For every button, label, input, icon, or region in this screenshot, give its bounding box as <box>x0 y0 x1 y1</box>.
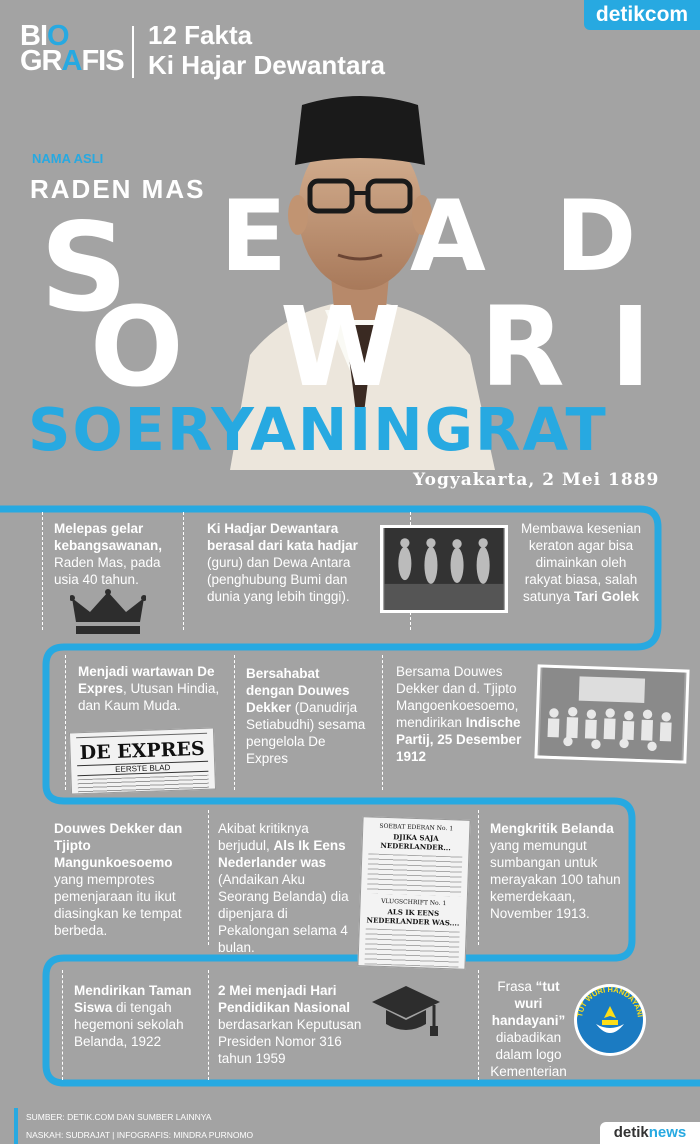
fact-11: 2 Mei menjadi Hari Pendidikan Nasional berdasarkan Keputusan Presiden Nomor 316 tahun 1959 <box>218 983 362 1066</box>
de-expres-newspaper <box>69 727 216 794</box>
big-letter-d: D <box>555 180 637 294</box>
surname-heading: SOERYANINGRAT <box>28 395 608 464</box>
divider <box>208 810 209 945</box>
credit-note: NASKAH: SUDRAJAT | INFOGRAFIS: MINDRA PURNOMO <box>26 1130 254 1140</box>
big-letter-a: A <box>410 180 486 294</box>
fact-1: Melepas gelar kebangsawanan, Raden Mas, pada usia 40 tahun. <box>54 521 163 587</box>
divider <box>208 970 209 1080</box>
title-prefix: RADEN MAS <box>30 174 206 204</box>
divider <box>183 512 184 630</box>
pamphlet-title-2: VLUGSCHRIFT No. 1 <box>381 897 447 908</box>
header-divider <box>132 26 134 78</box>
big-letter-o: O <box>90 283 184 411</box>
fact-9: Mengkritik Belanda yang memungut sumbangan untuk merayakan 100 tahun kemerdekaan, November 1913. <box>490 821 621 921</box>
footer-accent-bar <box>14 1108 18 1144</box>
fact-6: Bersama Douwes Dekker dan d. Tjipto Mangoenkoesoemo, mendirikan Indische Partij, 25 Desember 1912 <box>396 664 522 764</box>
fact-8: Akibat kritiknya berjudul, Als Ik Eens Nederlander was (Andaikan Aku Seorang Belanda) dia dipenjara di Pekalongan selama 4 bulan. <box>218 821 349 955</box>
fact-7: Douwes Dekker dan Tjipto Mangunkoesoemo yang memprotes pemenjaraan itu ikut diasingkan ke tempat berbeda. <box>54 821 183 938</box>
divider <box>234 655 235 790</box>
fact-2: Ki Hadjar Dewantara berasal dari kata hadjar (guru) dan Dewa Antara (penghubung Bumi dan dunia yang lebih tinggi). <box>207 521 358 604</box>
divider <box>478 970 479 1080</box>
big-letter-i: I <box>610 283 651 411</box>
fact-3: Membawa kesenian keraton agar bisa dimainkan oleh rakyat biasa, salah satunya Tari Golek <box>520 521 642 604</box>
divider <box>62 970 63 1080</box>
source-note: SUMBER: DETIK.COM DAN SUMBER LAINNYA <box>26 1112 212 1122</box>
detikcom-logo: detikcom <box>584 0 700 30</box>
real-name-label: NAMA ASLI <box>32 151 104 166</box>
birth-info: Yogyakarta, 2 Mei 1889 <box>413 470 660 490</box>
big-letter-s: S <box>40 197 128 339</box>
detiknews-logo: detiknews <box>600 1122 700 1144</box>
biografis-logo: BIO GRAFIS <box>20 20 124 77</box>
pamphlet-image <box>357 816 470 970</box>
page-title: 12 Fakta Ki Hajar Dewantara <box>148 20 385 80</box>
newspaper-subtitle: EERSTE BLAD <box>77 761 208 777</box>
divider <box>65 655 66 790</box>
divider <box>478 810 479 945</box>
fact-10: Mendirikan Taman Siswa di tengah hegemoni sekolah Belanda, 1922 <box>74 983 192 1049</box>
pamphlet-heading-2: ALS IK EENS NEDERLANDER WAS.... <box>366 907 460 928</box>
tut-wuri-handayani-logo <box>572 982 648 1058</box>
graduation-cap-icon <box>370 982 442 1042</box>
divider <box>42 512 43 630</box>
pamphlet-heading: DJIKA SAJA NEDERLANDER... <box>380 832 451 853</box>
fact-12: Frasa “tut wuri handayani” diabadikan dalam logo Kementerian <box>490 979 567 1079</box>
fact-4: Menjadi wartawan De Expres, Utusan Hindia, dan Kaum Muda. <box>78 664 220 713</box>
pamphlet-title: SOEBAT EDERAN No. 1 <box>379 822 454 833</box>
indische-partij-photo <box>534 664 689 763</box>
newspaper-title: DE EXPRES <box>79 737 206 765</box>
svg-text:TUT WURI HANDAYANI: TUT WURI HANDAYANI <box>575 984 645 1018</box>
tari-golek-photo <box>380 525 508 613</box>
divider <box>382 655 383 790</box>
big-letter-e: E <box>220 180 287 294</box>
big-letter-w: W <box>280 283 402 411</box>
fact-5: Bersahabat dengan Douwes Dekker (Danudirja Setiabudhi) sesama pengelola De Expres <box>246 666 366 766</box>
crown-icon <box>70 588 146 636</box>
big-letter-r: R <box>480 283 565 411</box>
